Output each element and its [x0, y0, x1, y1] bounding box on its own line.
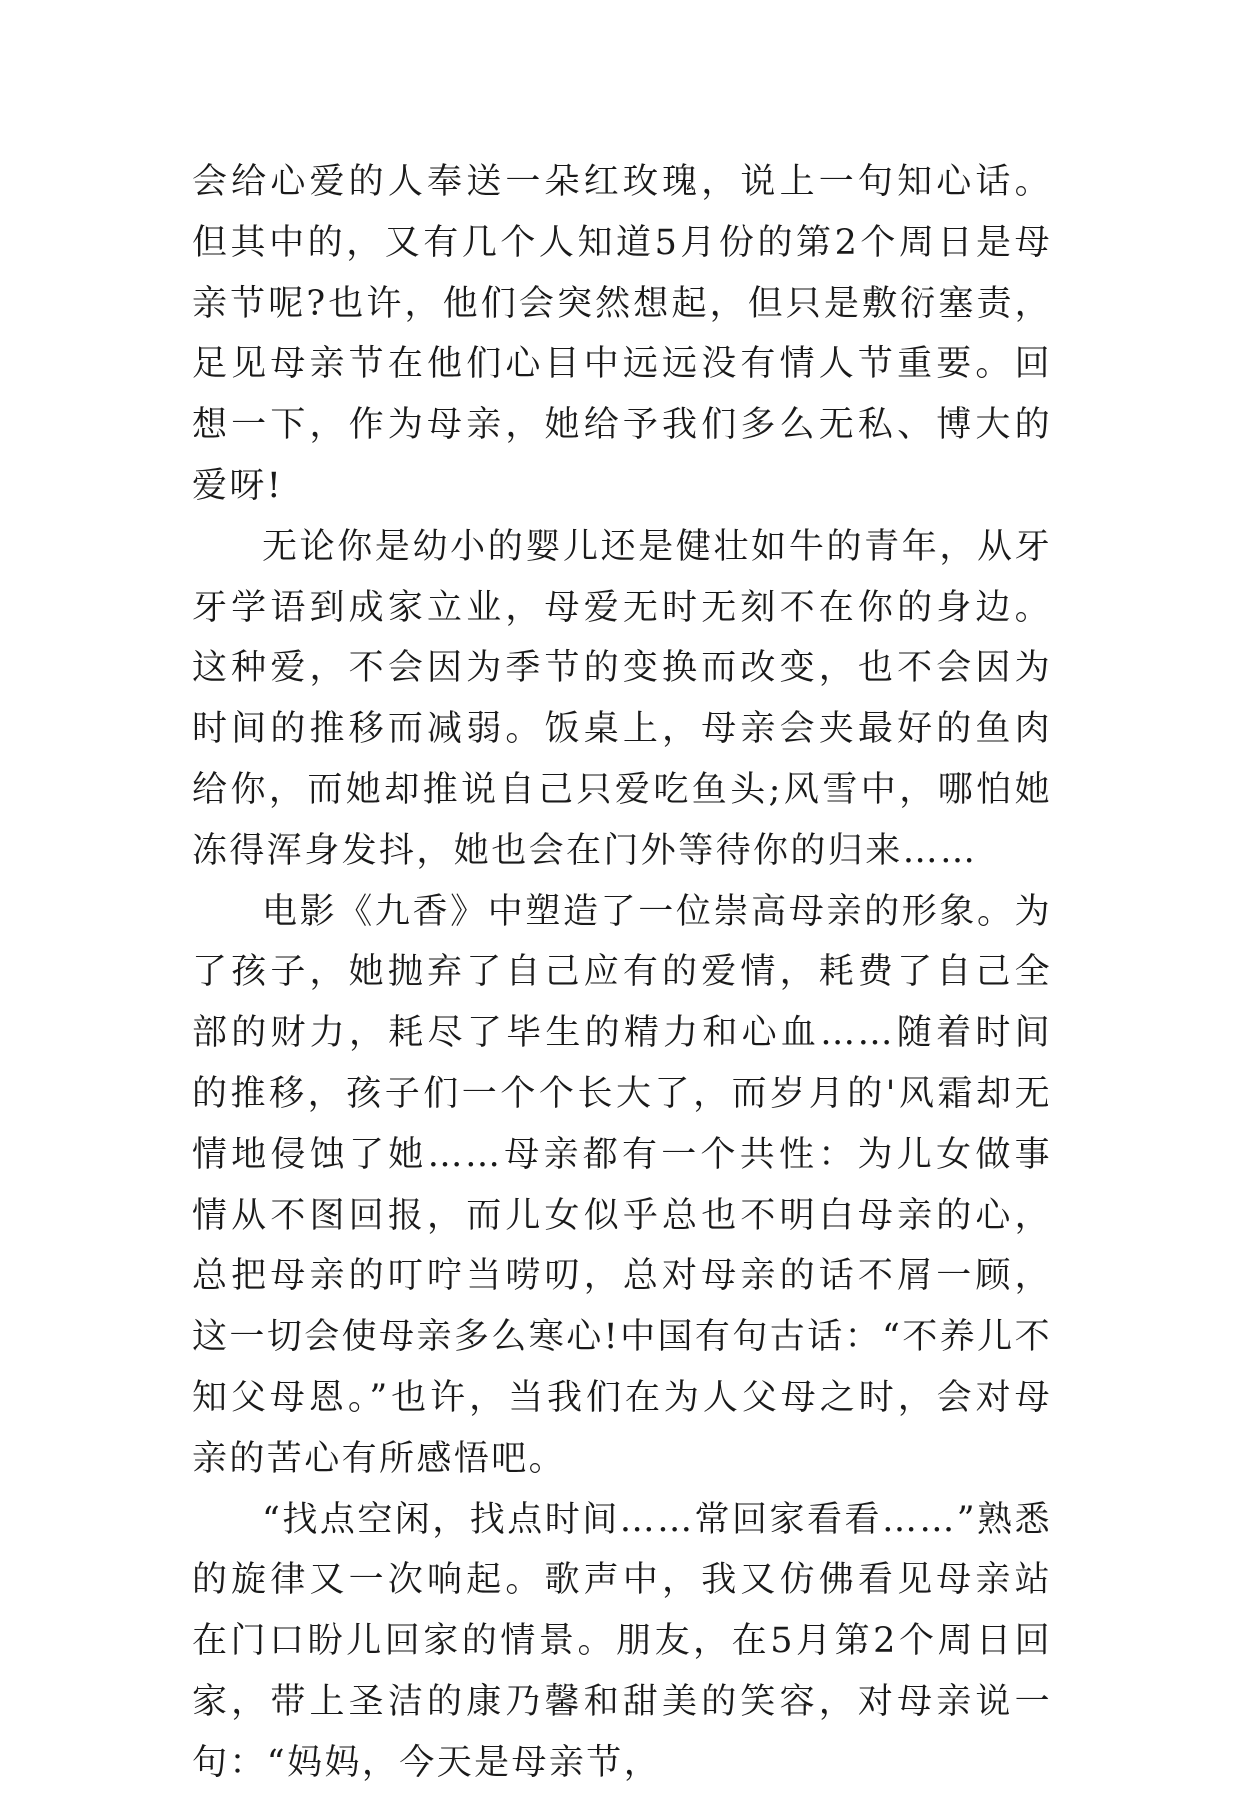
document-body: [192, 152, 1052, 1794]
paragraph-4: “找点空闲，找点时间……常回家看看……”熟悉的旋律又一次响起。歌声中，我又仿佛看见母亲站在门口盼儿回家的情景。朋友，在5月第2个周日回家，带上圣洁的康乃馨和甜美的笑容，对母亲说一句：“妈妈，今天是母亲节，: [192, 1499, 1052, 1783]
paragraph-2: 无论你是幼小的婴儿还是健壮如牛的青年，从牙牙学语到成家立业，母爱无时无刻不在你的身边。这种爱，不会因为季节的变换而改变，也不会因为时间的推移而减弱。饭桌上，母亲会夹最好的鱼肉给你，而她却推说自己只爱吃鱼头;风雪中，哪怕她冻得浑身发抖，她也会在门外等待你的归来……: [192, 526, 1052, 871]
paragraph-3: 电影《九香》中塑造了一位崇高母亲的形象。为了孩子，她抛弃了自己应有的爱情，耗费了自己全部的财力，耗尽了毕生的精力和心血……随着时间的推移，孩子们一个个长大了，而岁月的'风霜却无情地侵蚀了她……母亲都有一个共性：为儿女做事情从不图回报，而儿女似乎总也不明白母亲的心，总把母亲的叮咛当唠叨，总对母亲的话不屑一顾，这一切会使母亲多么寒心!中国有句古话：“不养儿不知父母恩。”也许，当我们在为人父母之时，会对母亲的苦心有所感悟吧。: [192, 891, 1052, 1479]
paragraph-1: 会给心爱的人奉送一朵红玫瑰，说上一句知心话。但其中的，又有几个人知道5月份的第2个周日是母亲节呢?也许，他们会突然想起，但只是敷衍塞责，足见母亲节在他们心目中远远没有情人节重要。回想一下，作为母亲，她给予我们多么无私、博大的爱呀!: [192, 162, 1052, 506]
